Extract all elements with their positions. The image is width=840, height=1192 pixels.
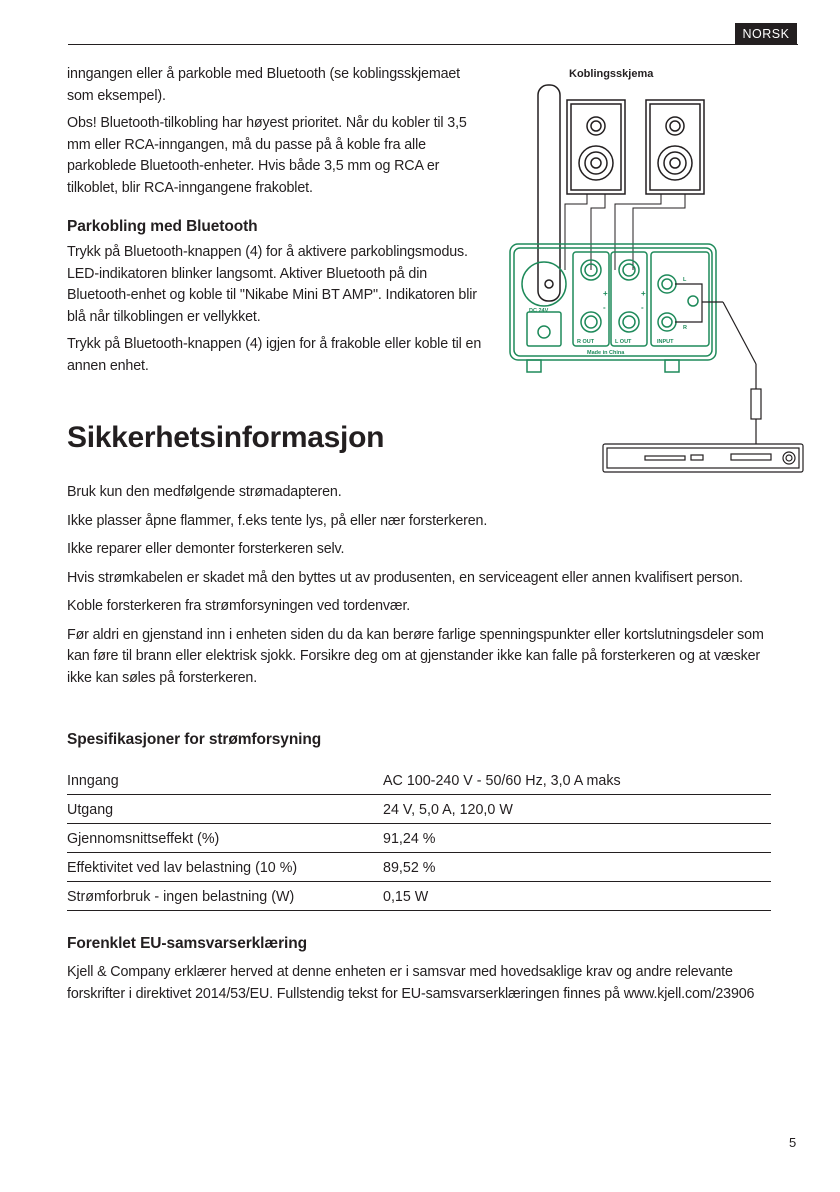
intro-paragraph: Obs! Bluetooth-tilkobling har høyest prioritet. Når du kobler til 3,5 mm eller RCA-inngangen, må du passe på å koble fra alle parkoblede Bluetooth-enheter. Hvis både 3,5 mm og RCA er tilkoblet, blir RCA-inngangene frakoblet.	[67, 115, 467, 196]
spec-label: Utgang	[67, 795, 383, 824]
safety-section	[67, 482, 777, 696]
safety-heading: Sikkerhetsinformasjon	[67, 421, 385, 454]
diagram-title: Koblingsskjema	[569, 68, 654, 80]
spec-value: 24 V, 5,0 A, 120,0 W	[383, 795, 771, 824]
l-out-label: L OUT	[615, 339, 632, 345]
spec-value: AC 100-240 V - 50/60 Hz, 3,0 A maks	[383, 766, 771, 795]
antenna-icon	[538, 85, 560, 301]
table-row	[67, 795, 771, 824]
table-row	[67, 824, 771, 853]
dc-label: DC 24V	[529, 308, 549, 314]
input-label: INPUT	[657, 339, 674, 345]
specs-table	[67, 766, 771, 911]
eu-heading: Forenklet EU-samsvarserklæring	[67, 935, 307, 952]
safety-paragraph: Ikke plasser åpne flammer, f.eks tente lys, på eller nær forsterkeren.	[67, 512, 488, 529]
intro-paragraph: inngangen eller å parkoble med Bluetooth (se koblingsskjemaet som eksempel).	[67, 66, 460, 104]
minus-sign: -	[603, 303, 606, 312]
table-row	[67, 853, 771, 882]
safety-paragraph: Bruk kun den medfølgende strømadapteren.	[67, 484, 342, 500]
spec-label: Effektivitet ved lav belastning (10 %)	[67, 853, 383, 882]
spec-label: Inngang	[67, 766, 383, 795]
pairing-paragraph: Trykk på Bluetooth-knappen (4) for å aktivere parkoblingsmodus. LED-indikatoren blinker langsomt. Aktiver Bluetooth på din Bluetooth-enhet og koble til "Nikabe Mini BT AMP". Indikatoren blir blå når tilkoblingen er vellykket.	[67, 244, 477, 325]
minus-sign: -	[641, 303, 644, 312]
spec-value: 91,24 %	[383, 824, 771, 853]
left-column	[67, 64, 487, 377]
safety-paragraph: Hvis strømkabelen er skadet må den byttes ut av produsenten, en serviceagent eller annen kvalifisert person.	[67, 569, 743, 586]
speaker-wires	[565, 194, 685, 270]
safety-paragraph: Ikke reparer eller demonter forsterkeren selv.	[67, 541, 345, 557]
plus-sign: +	[641, 289, 646, 298]
plus-sign: +	[603, 289, 608, 298]
pairing-paragraph: Trykk på Bluetooth-knappen (4) igjen for å frakoble eller koble til en annen enhet.	[67, 336, 482, 374]
safety-paragraph: Før aldri en gjenstand inn i enheten siden du da kan berøre farlige spenningspunkter eller kortslutningsdeler som kan føre til brann eller elektrisk sjokk. Forsikre deg om at gjenstander ikke kan falle på forsterkeren og at væsker ikke kan søles på forsterkeren.	[67, 626, 764, 686]
left-speaker-icon	[567, 100, 625, 194]
audio-cable	[675, 284, 761, 444]
page-number: 5	[789, 1135, 797, 1150]
right-speaker-icon	[646, 100, 704, 194]
table-row	[67, 766, 771, 795]
table-row	[67, 882, 771, 911]
made-in-label: Made in China	[587, 350, 625, 356]
r-label: R	[683, 325, 687, 331]
safety-paragraph: Koble forsterkeren fra strømforsyningen ved tordenvær.	[67, 598, 411, 614]
header-rule	[68, 44, 798, 45]
diagram-drawing	[505, 64, 805, 484]
spec-label: Strømforbruk - ingen belastning (W)	[67, 882, 383, 911]
connection-diagram	[505, 64, 805, 484]
language-tag: NORSK	[735, 23, 797, 44]
spec-value: 89,52 %	[383, 853, 771, 882]
l-label: L	[683, 277, 687, 283]
specs-heading: Spesifikasjoner for strømforsyning	[67, 731, 322, 748]
eu-text: Kjell & Company erklærer herved at denne enheten er i samsvar med hovedsaklige krav og andre relevante forskrifter i direktivet 2014/53/EU. Fullstendig tekst for EU-samsvarserklæringen finnes på www.kjell.com/23906	[67, 964, 755, 1002]
spec-label: Gjennomsnittseffekt (%)	[67, 824, 383, 853]
pairing-heading: Parkobling med Bluetooth	[67, 218, 258, 235]
spec-value: 0,15 W	[383, 882, 771, 911]
r-out-label: R OUT	[577, 339, 595, 345]
media-player-icon	[603, 444, 803, 472]
